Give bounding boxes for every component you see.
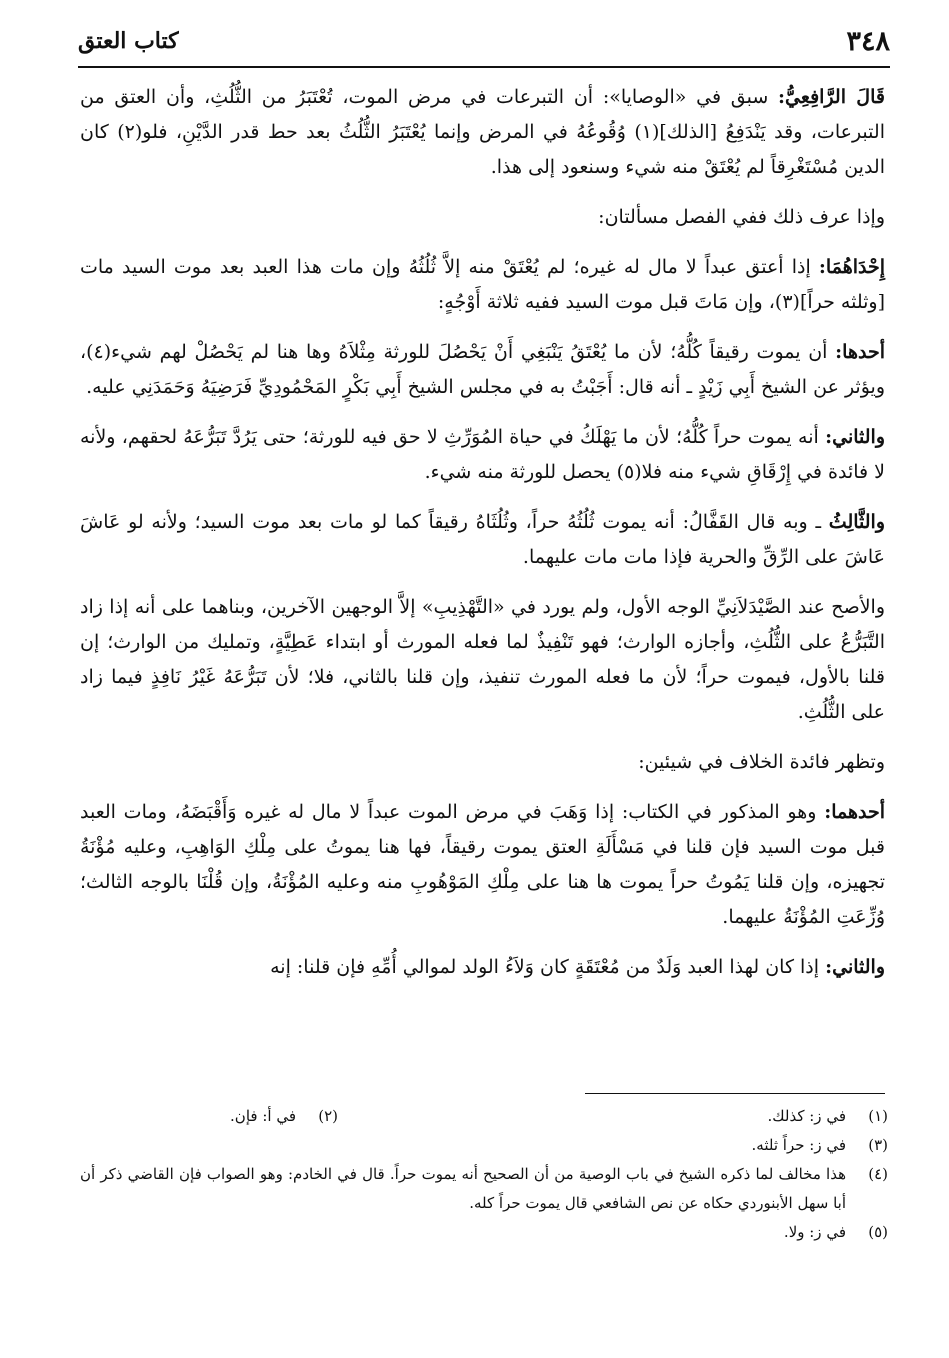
footnote-text: في ز: ولا.	[783, 1223, 846, 1241]
paragraph-lead: أحدهما:	[824, 801, 885, 823]
footnote-rule	[585, 1093, 885, 1094]
page-header	[78, 22, 890, 66]
paragraph-lead: والثاني:	[825, 956, 885, 978]
paragraph-first-issue	[80, 250, 885, 320]
running-title: كتاب العتق	[78, 28, 179, 54]
footnote-text: في ز: كذلك.	[767, 1107, 846, 1125]
paragraph-text: وتظهر فائدة الخلاف في شيئين:	[638, 751, 885, 773]
paragraph-two-issues	[80, 200, 885, 235]
paragraph-text: إذا كان لهذا العبد وَلَدٌ من مُعْتَقَةٍ كان وَلاَءُ الولد لموالي أُمِّهِ فإن قلنا: إنه	[270, 956, 826, 978]
paragraph-rafii	[80, 80, 885, 185]
page-number: ٣٤٨	[846, 26, 890, 57]
paragraph-text: أنه يموت حراً كُلُّهُ؛ لأن ما يَهْلَكُ في حياة المُوَرِّثِ لا حق فيه للورثة؛ حتى يَرُدَّ تَبَرُّعَهُ لحقهم، ولأنه لا فائدة في إِرْقَاقِ شيء منه فلا(٥) يحصل للورثة منه شيء.	[80, 426, 885, 483]
footnote-number: (٣)	[868, 1136, 888, 1154]
paragraph-text: والأصح عند الصَّيْدَلاَنِيِّ الوجه الأول، ولم يورد في «التَّهْذِيبِ» إلاَّ الوجهين الآخرين، وبناهما على أنه إذا زاد التَّبَرُّعُ على الثُّلُثِ، وأجازه الوارث؛ فهو تَنْفِيذٌ لما فعله المورث أو ابتداء عَطِيَّةٍ، وتمليك من الوارث؛ إن قلنا بالأول، فيموت حراً؛ لأن ما فعله المورث تنفيذ، وإن قلنا بالثاني، فلا؛ لأن تَبَرُّعَهُ غَيْرُ نَافِذٍ فيما زاد على الثُّلُثِ.	[80, 596, 885, 723]
paragraph-lead: إِحْدَاهُمَا:	[818, 256, 885, 278]
footnote	[80, 1218, 888, 1247]
paragraph-text: سبق في «الوصايا»: أن التبرعات في مرض الموت، تُعْتَبَرُ من الثُّلُثِ، وأن العتق من التبرعات، وقد يَنْدَفِعُ [الذلك](١) وُقُوعُهُ في المرض وإنما يُعْتَبَرُ الثُّلُثُ بعد حط قدر الدَّيْنِ، فلو(٢) كان الدين مُسْتَغْرِقاً لم يُعْتَقْ منه شيء وسنعود إلى هذا.	[80, 86, 885, 178]
paragraph-text: وهو المذكور في الكتاب: إذا وَهَبَ في مرض الموت عبداً لا مال له غيره وَأَقْبَضَهُ، ومات العبد قبل موت السيد فإن قلنا في مَسْأَلَةِ العتق يموت رقيقاً، فها هنا يموتُ على مِلْكِ الوَاهِبِ، وعليه مُؤْنَةُ تجهيزه، وإن قلنا يَمُوتُ حراً يموت ها هنا على مِلْكِ المَوْهُوبِ منه وعليه المُؤْنَةُ، وإن قُلْنَا بالوجه الثالث؛ وُزِّعَتِ المُؤْنَةُ عليهما.	[80, 801, 885, 928]
paragraph-first-thing	[80, 795, 885, 935]
header-rule	[78, 66, 890, 68]
paragraph-text: ـ وبه قال القَفَّالُ: أنه يموت ثُلُثُهُ حراً، وثُلُثَاهُ رقيقاً كما لو مات بعد موت السيد؛ ولأنه لو عَاشَ عَاشَ على الرِّقِّ والحرية فإذا مات مات عليهما.	[80, 511, 885, 568]
paragraph-second-view	[80, 420, 885, 490]
paragraph-second-thing	[80, 950, 885, 985]
footnote-number: (٤)	[868, 1165, 888, 1183]
paragraph-text: وإذا عرف ذلك ففي الفصل مسألتان:	[598, 206, 885, 228]
footnote-text: في أ: فإن.	[230, 1107, 296, 1125]
footnote-number: (٥)	[868, 1223, 888, 1241]
footnote	[230, 1102, 338, 1131]
paragraph-lead: والثاني:	[825, 426, 885, 448]
footnote	[80, 1160, 888, 1218]
footnote-number: (١)	[868, 1107, 888, 1125]
main-text	[80, 80, 885, 997]
paragraph-lead: والثَّالِثُ	[828, 511, 885, 533]
footnote-text: هذا مخالف لما ذكره الشيخ في باب الوصية من أن الصحيح أنه يموت حراً. قال في الخادم: وهو الصواب فإن القاضي ذكر أن أبا سهل الأبنوردي حكاه عن نص الشافعي قال يموت حراً كله.	[80, 1165, 846, 1212]
paragraph-lead: أحدها:	[835, 341, 885, 363]
footnote	[80, 1131, 888, 1160]
paragraph-third-view	[80, 505, 885, 575]
paragraph-lead: قَالَ الرَّافِعِيُّ:	[778, 86, 885, 108]
paragraph-text: إذا أعتق عبداً لا مال له غيره؛ لم يُعْتَقْ منه إلاَّ ثُلُثُهُ وإن مات هذا العبد بعد موت السيد مات [وثلثه حراً](٣)، وإن مَاتَ قبل موت السيد ففيه ثلاثة أَوْجُهٍ:	[80, 256, 885, 313]
footnotes	[80, 1102, 888, 1247]
footnote-number: (٢)	[318, 1107, 338, 1125]
footnote	[568, 1102, 888, 1131]
paragraph-most-correct	[80, 590, 885, 730]
footnote-row	[80, 1102, 888, 1131]
footnote-text: في ز: حراً ثلثه.	[751, 1136, 846, 1154]
paragraph-first-view	[80, 335, 885, 405]
paragraph-text: أن يموت رقيقاً كُلُّهُ؛ لأن ما يُعْتَقُ يَنْبَغِي أَنْ يَحْصُلَ للورثة مِثْلاَهُ وها هنا لم يَحْصُلْ لهم شيء(٤)، ويؤثر عن الشيخ أَبِي زَيْدٍ ـ أنه قال: أَجَبْتُ به في مجلس الشيخ أَبِي بَكْرٍ المَحْمُودِيِّ فَرَضِيَهُ وَحَمَدَنِي عليه.	[80, 341, 885, 398]
paragraph-benefit	[80, 745, 885, 780]
